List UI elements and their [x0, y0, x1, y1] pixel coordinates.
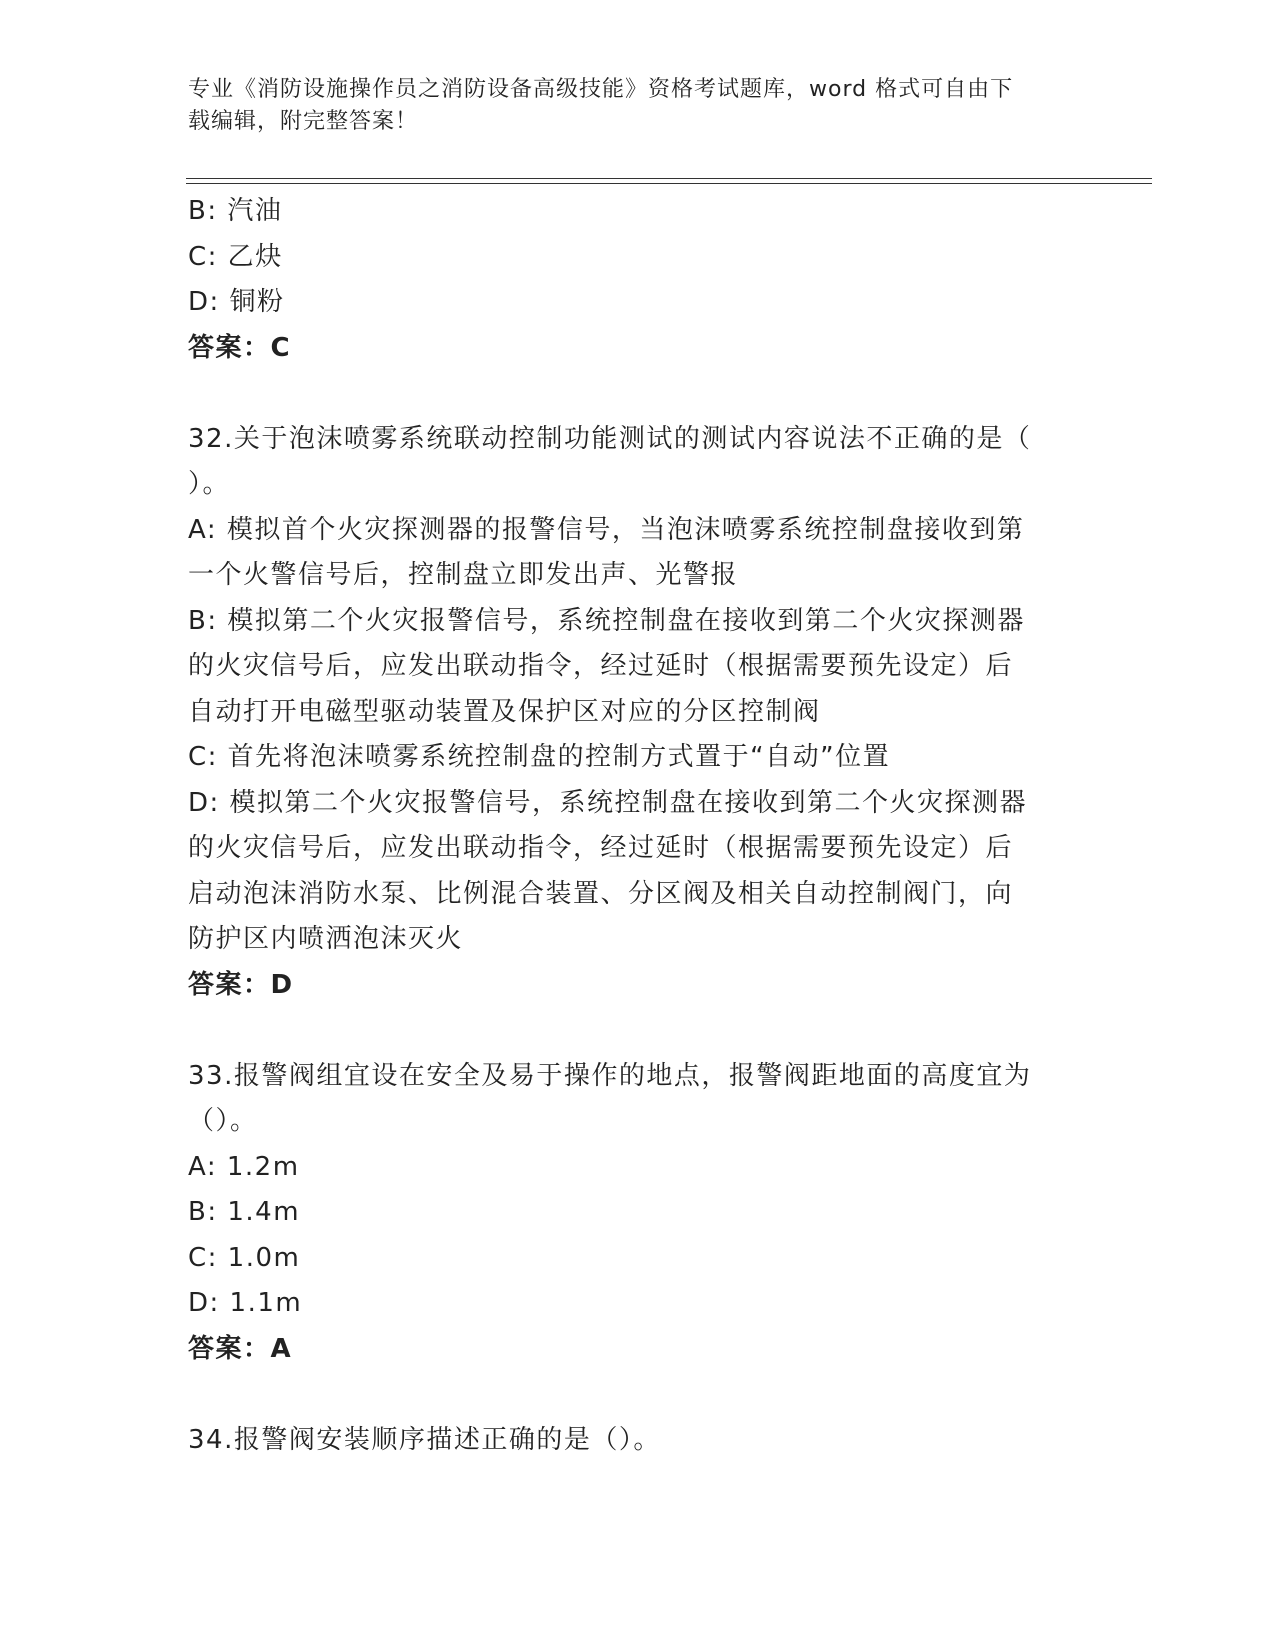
option-c — [188, 735, 1078, 781]
question-33 — [188, 1054, 1078, 1373]
option-b: B: 1.4m — [188, 1197, 301, 1227]
spacer — [188, 371, 1078, 417]
stem-line: （）。 — [188, 1106, 258, 1136]
page-header — [188, 74, 1068, 138]
option-b — [188, 599, 1078, 736]
option-a: A: 1.2m — [188, 1151, 300, 1182]
option-line: 一个火警信号后，控制盘立即发出声、光警报 — [188, 560, 739, 590]
option-a — [188, 508, 1078, 599]
question-31 — [188, 189, 1078, 371]
option-line: B: 模拟第二个火灾报警信号，系统控制盘在接收到第二个火灾探测器 — [188, 605, 1025, 636]
stem-line: 32.关于泡沫喷雾系统联动控制功能测试的测试内容说法不正确的是（ — [188, 423, 1032, 454]
question-32 — [188, 417, 1078, 1009]
stem-line: ）。 — [188, 469, 231, 499]
option-d — [188, 781, 1078, 963]
spacer — [188, 1372, 1078, 1418]
option-d: D: 铜粉 — [188, 287, 285, 317]
header-line-2: 载编辑，附完整答案！ — [188, 109, 419, 134]
option-line: 防护区内喷洒泡沫灭火 — [188, 924, 464, 954]
stem-line: 34.报警阀安装顺序描述正确的是（）。 — [188, 1424, 661, 1455]
question-34 — [188, 1418, 1078, 1464]
option-line: 启动泡沫消防水泵、比例混合装置、分区阀及相关自动控制阀门，向 — [188, 878, 1014, 909]
header-divider-top — [186, 178, 1152, 179]
answer: 答案：A — [188, 1333, 293, 1364]
option-line: 自动打开电磁型驱动装置及保护区对应的分区控制阀 — [188, 696, 821, 727]
spacer — [188, 1008, 1078, 1054]
option-c: C: 1.0m — [188, 1242, 301, 1273]
option-line: 的火灾信号后，应发出联动指令，经过延时（根据需要预先设定）后 — [188, 651, 1014, 681]
option-line: C: 首先将泡沫喷雾系统控制盘的控制方式置于“自动”位置 — [188, 742, 891, 772]
option-c: C: 乙炔 — [188, 241, 283, 272]
answer: 答案：D — [188, 969, 294, 1000]
question-stem — [188, 417, 1078, 508]
answer: 答案：C — [188, 332, 292, 363]
question-content — [188, 189, 1078, 1463]
stem-line: 33.报警阀组宜设在安全及易于操作的地点，报警阀距地面的高度宜为 — [188, 1060, 1032, 1091]
header-line-1: 专业《消防设施操作员之消防设备高级技能》资格考试题库，word 格式可自由下 — [188, 77, 1014, 102]
option-b: B: 汽油 — [188, 196, 283, 226]
header-divider-bottom — [186, 183, 1152, 184]
option-line: A: 模拟首个火灾探测器的报警信号，当泡沫喷雾系统控制盘接收到第 — [188, 514, 1025, 545]
question-stem — [188, 1418, 1078, 1464]
option-d: D: 1.1m — [188, 1288, 303, 1318]
option-line: D: 模拟第二个火灾报警信号，系统控制盘在接收到第二个火灾探测器 — [188, 787, 1028, 818]
option-line: 的火灾信号后，应发出联动指令，经过延时（根据需要预先设定）后 — [188, 833, 1014, 863]
question-stem — [188, 1054, 1078, 1145]
